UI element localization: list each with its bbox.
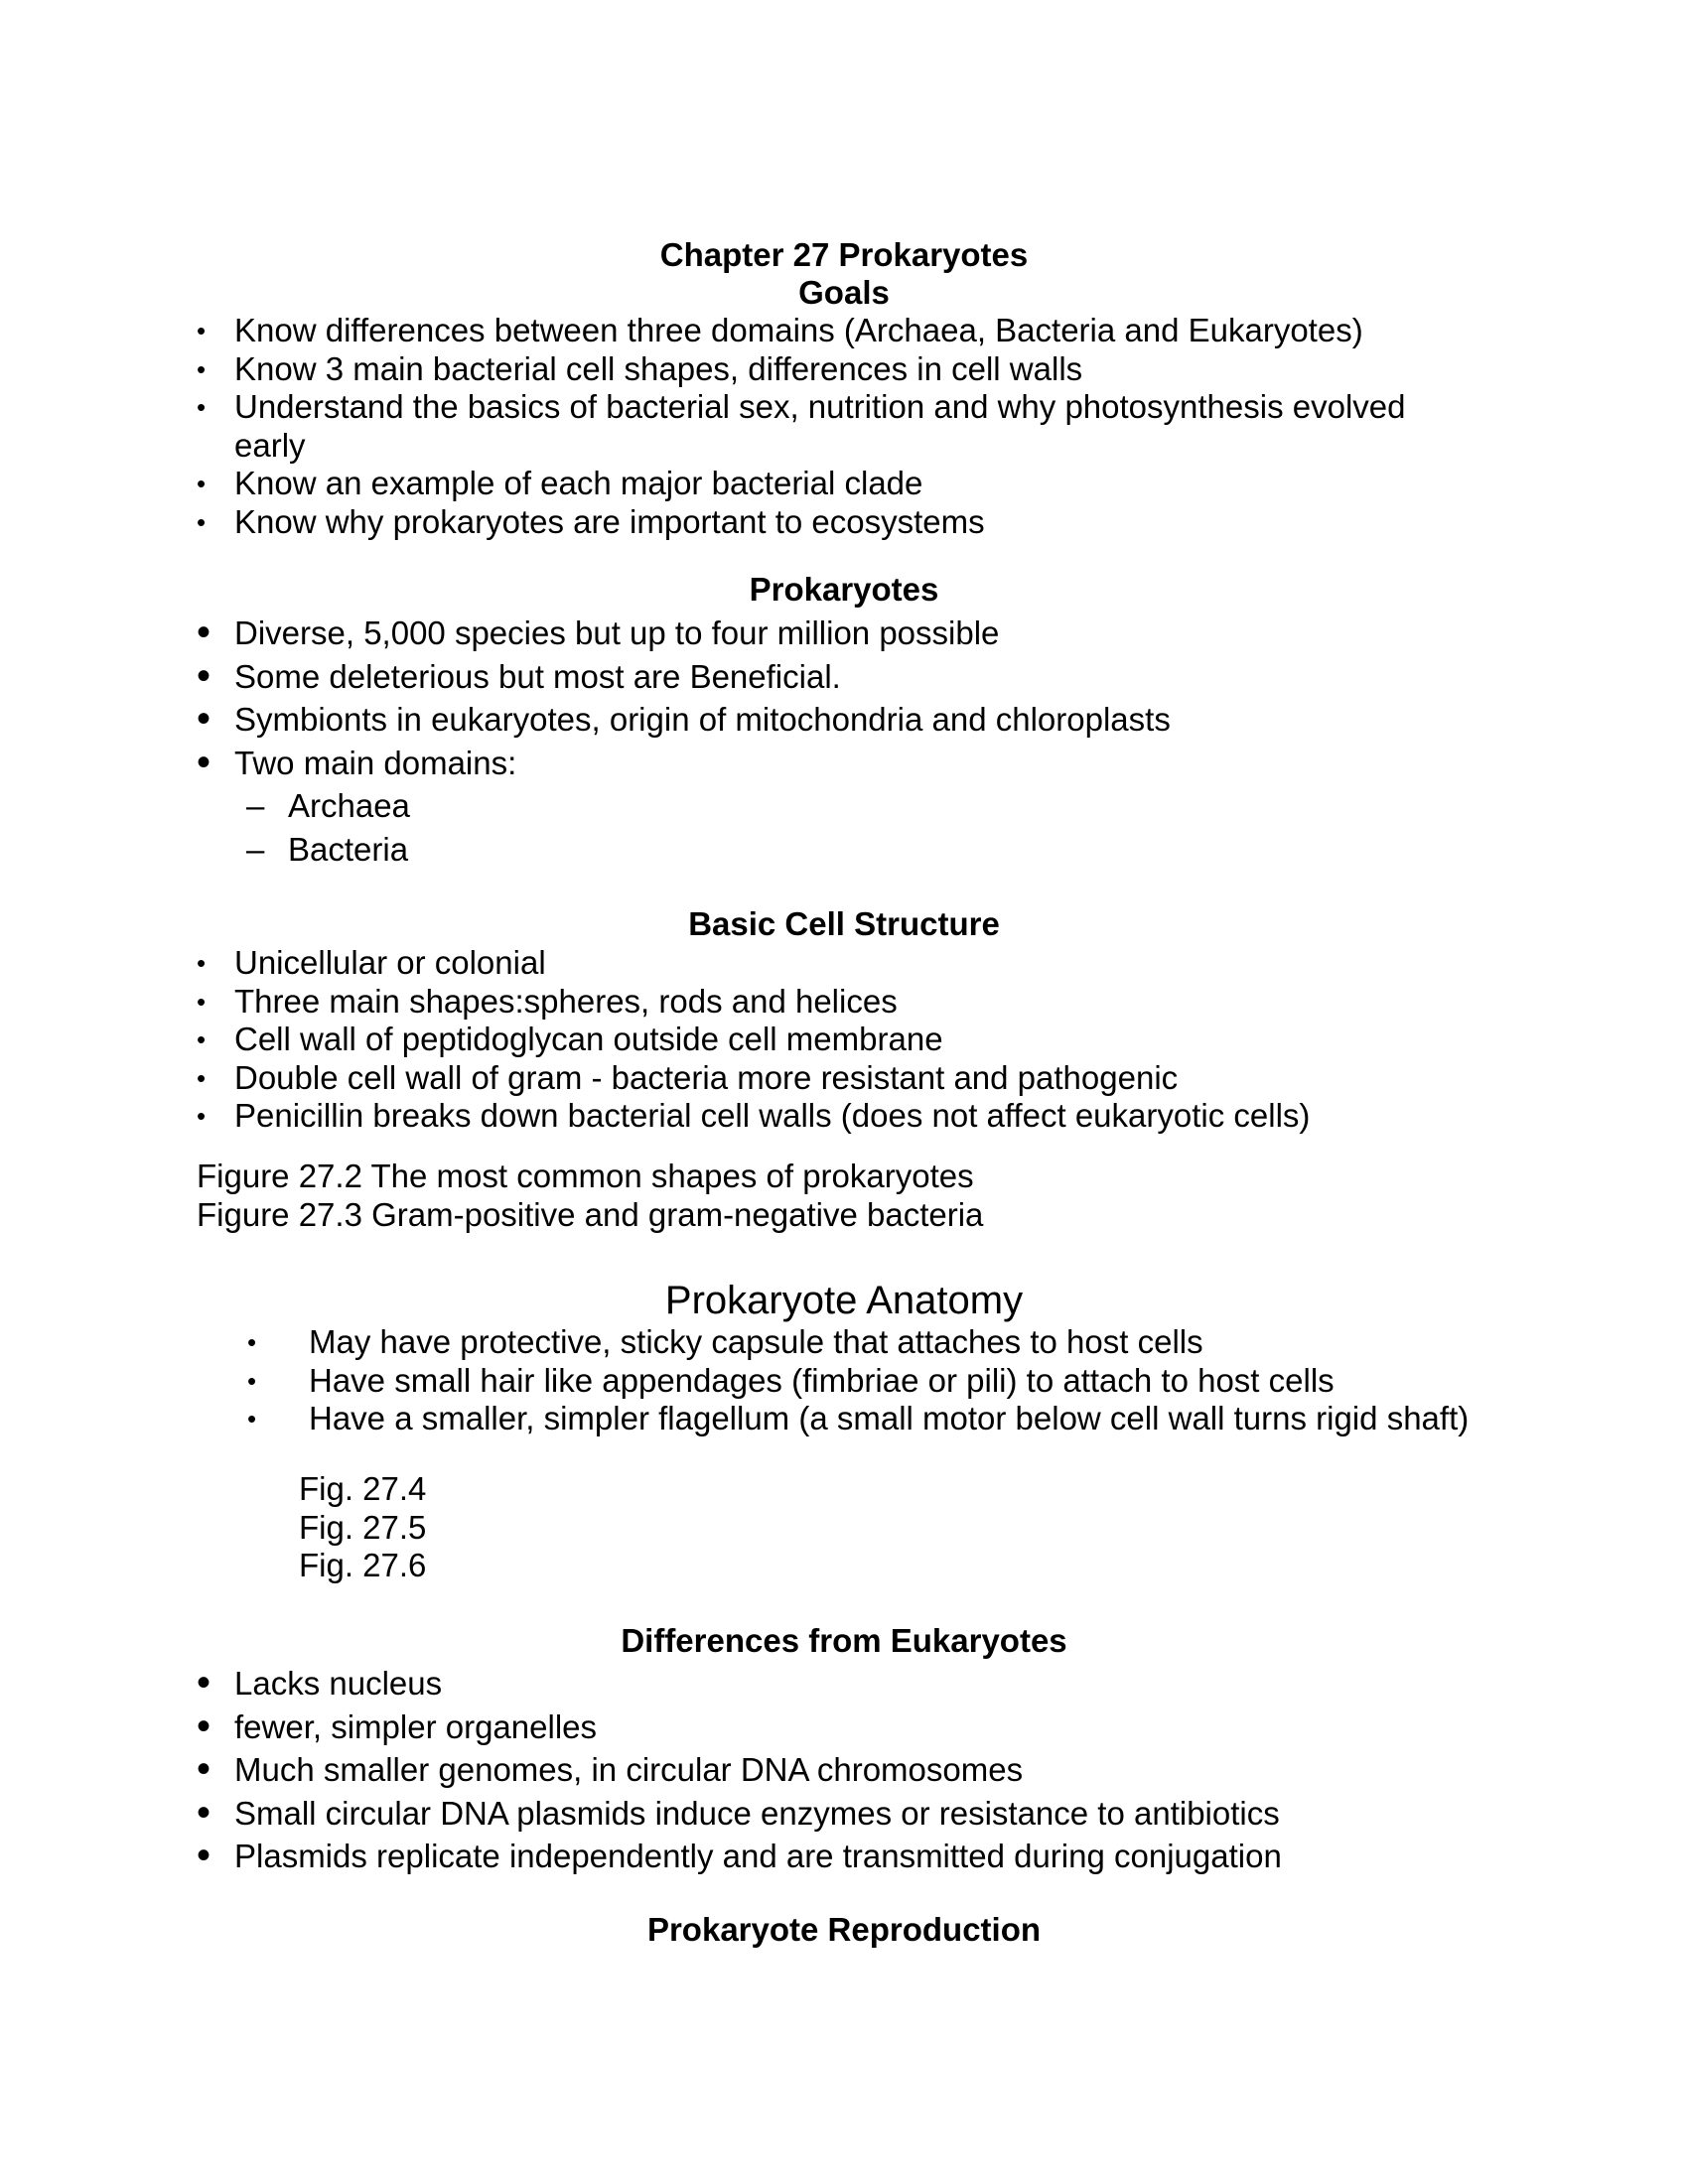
list-item: • Know 3 main bacterial cell shapes, differences in cell walls [197,349,1083,387]
dash-icon: – [246,787,265,824]
figure-references [197,1158,983,1234]
cell-structure-list [197,944,1487,1136]
list-item: • May have protective, sticky capsule that attaches to host cells [247,1323,1203,1360]
bullet-icon: • [197,506,207,537]
anatomy-heading: Prokaryote Anatomy [664,1279,1024,1322]
differences-list [197,1662,1487,1878]
bullet-icon: • [197,1790,211,1835]
figure-reference: Fig. 27.6 [299,1547,427,1583]
bullet-icon: • [197,469,207,498]
list-item: • Much smaller genomes, in circular DNA chromosomes [197,1747,1024,1791]
prokaryotes-list [197,612,1487,784]
bullet-icon: • [197,740,211,784]
bullet-icon: • [247,1365,257,1396]
bullet-icon: • [197,1101,207,1131]
bullet-icon: • [197,986,207,1017]
bullet-icon: • [197,1834,211,1877]
list-item: • Know why prokaryotes are important to ecosystems [197,502,985,540]
dash-icon: – [246,830,265,868]
bullet-icon: • [247,1404,257,1433]
list-item: • Cell wall of peptidoglycan outside cell membrane [197,1021,943,1057]
list-item: • Know an example of each major bacterial clade [197,465,923,501]
list-item: • Two main domains: [197,740,517,784]
bullet-icon: • [197,316,207,345]
anatomy-figure-list [299,1470,426,1585]
bullet-icon: • [197,353,207,384]
bullet-icon: • [197,1661,211,1705]
list-item: • Plasmids replicate independently and are transmitted during conjugation [197,1834,1282,1877]
list-item: • Lacks nucleus [197,1661,443,1705]
domains-sublist [246,784,410,871]
reproduction-heading: Prokaryote Reproduction [646,1911,1042,1948]
list-item: • Have a smaller, simpler flagellum (a small motor below cell wall turns rigid shaft) [247,1400,1470,1436]
list-item: • Diverse, 5,000 species but up to four million possible [197,611,1000,654]
list-item: • Small circular DNA plasmids induce enzymes or resistance to antibiotics [197,1790,1280,1835]
goals-list [197,312,1448,541]
bullet-icon: • [197,1704,211,1748]
prokaryotes-heading: Prokaryotes [749,571,939,608]
bullet-icon: • [197,611,211,654]
list-item: – Bacteria [246,828,410,872]
bullet-icon: • [197,1747,211,1791]
list-item: • Understand the basics of bacterial sex, nutrition and why photosynthesis evolved early [197,388,1406,464]
list-item: • Penicillin breaks down bacterial cell walls (does not affect eukaryotic cells) [197,1097,1311,1134]
list-item: • Three main shapes:spheres, rods and helices [197,982,898,1020]
list-item: – Archaea [246,784,410,828]
list-item: • Unicellular or colonial [197,944,546,981]
figure-caption: Figure 27.3 Gram-positive and gram-negative bacteria [197,1195,984,1233]
list-item: • Double cell wall of gram - bacteria more resistant and pathogenic [197,1058,1179,1096]
bullet-icon: • [197,948,207,978]
differences-heading: Differences from Eukaryotes [621,1622,1067,1659]
bullet-icon: • [197,392,207,422]
figure-reference: Fig. 27.5 [299,1508,427,1546]
list-item: • Symbionts in eukaryotes, origin of mitochondria and chloroplasts [197,697,1171,741]
bullet-icon: • [247,1327,257,1357]
goals-heading: Goals [798,274,890,311]
bullet-icon: • [197,697,211,741]
cell-structure-heading: Basic Cell Structure [688,905,1000,942]
bullet-icon: • [197,1062,207,1093]
chapter-title: Chapter 27 Prokaryotes [659,236,1029,273]
anatomy-list [247,1323,1469,1438]
figure-reference: Fig. 27.4 [299,1470,427,1507]
list-item: • fewer, simpler organelles [197,1704,597,1748]
bullet-icon: • [197,653,211,698]
list-item: • Have small hair like appendages (fimbriae or pili) to attach to host cells [247,1361,1335,1399]
figure-caption: Figure 27.2 The most common shapes of prokaryotes [197,1158,974,1194]
list-item: • Some deleterious but most are Beneficial. [197,653,841,698]
bullet-icon: • [197,1024,207,1054]
list-item: • Know differences between three domains (Archaea, Bacteria and Eukaryotes) [197,312,1363,348]
